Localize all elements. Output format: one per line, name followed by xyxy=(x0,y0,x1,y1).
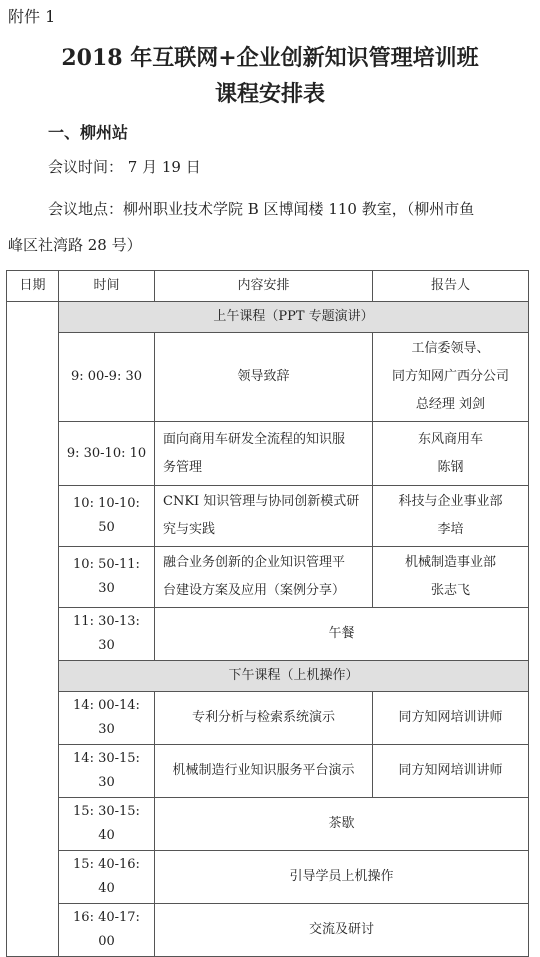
table-row xyxy=(7,608,529,661)
tea-break-cell: 茶歇 xyxy=(155,798,529,851)
table-row xyxy=(7,547,529,608)
meeting-place-line1: 会议地点：柳州职业技术学院 B 区博闻楼 110 教室，（柳州市鱼 xyxy=(48,200,475,218)
content-cell: 专利分析与检索系统演示 xyxy=(155,692,373,745)
meeting-place-line2: 峰区社湾路 28 号） xyxy=(8,236,142,254)
time-cell: 14: 00-14: 30 xyxy=(59,692,155,745)
content-cell: 领导致辞 xyxy=(155,333,373,422)
time-cell: 14: 30-15: 30 xyxy=(59,745,155,798)
content-line: 究与实践 xyxy=(163,522,216,537)
meeting-time: 会议时间： 7 月 19 日 xyxy=(48,158,201,176)
content-line: 务管理 xyxy=(163,459,203,475)
header-time: 时间 xyxy=(59,271,155,302)
speaker-line: 东风商用车 xyxy=(417,431,483,447)
time-cell: 15: 40-16: 40 xyxy=(59,851,155,904)
table-row xyxy=(7,333,529,422)
speaker-line: 同方知网广西分公司 xyxy=(391,369,509,384)
speaker-line: 张志飞 xyxy=(430,583,470,598)
header-content: 内容安排 xyxy=(155,271,373,302)
time-cell: 16: 40-17: 00 xyxy=(59,904,155,957)
speaker-line: 总经理 刘剑 xyxy=(415,397,486,412)
schedule-table xyxy=(6,270,529,957)
header-date: 日期 xyxy=(7,271,59,302)
time-cell: 9: 30-10: 10 xyxy=(59,422,155,486)
time-cell: 10: 10-10: 50 xyxy=(59,486,155,547)
time-cell: 15: 30-15: 40 xyxy=(59,798,155,851)
date-cell xyxy=(7,302,59,957)
speaker-cell: 同方知网培训讲师 xyxy=(373,692,529,745)
table-row xyxy=(7,661,529,692)
lunch-cell: 午餐 xyxy=(155,608,529,661)
document-title: 2018 年互联网+企业创新知识管理培训班 xyxy=(61,45,479,71)
speaker-line: 机械制造事业部 xyxy=(404,555,496,570)
content-cell xyxy=(155,486,373,547)
table-row xyxy=(7,904,529,957)
morning-session-label: 上午课程（PPT 专题演讲） xyxy=(59,302,529,333)
speaker-cell xyxy=(373,486,529,547)
table-row xyxy=(7,422,529,486)
table-header-row xyxy=(7,271,529,302)
speaker-cell: 同方知网培训讲师 xyxy=(373,745,529,798)
table-row xyxy=(7,302,529,333)
time-cell: 10: 50-11: 30 xyxy=(59,547,155,608)
section-heading: 一、柳州站 xyxy=(48,123,129,142)
content-cell xyxy=(155,422,373,486)
table-row xyxy=(7,745,529,798)
table-row xyxy=(7,692,529,745)
speaker-cell xyxy=(373,422,529,486)
time-cell: 9: 00-9: 30 xyxy=(59,333,155,422)
attachment-label: 附件 1 xyxy=(8,7,56,26)
speaker-line: 科技与企业事业部 xyxy=(398,494,503,509)
table-row xyxy=(7,798,529,851)
discussion-cell: 交流及研讨 xyxy=(155,904,529,957)
afternoon-session-label: 下午课程（上机操作） xyxy=(59,661,529,692)
content-line: CNKI 知识管理与协同创新模式研 xyxy=(163,494,360,509)
time-cell: 11: 30-13: 30 xyxy=(59,608,155,661)
content-line: 台建设方案及应用（案例分享） xyxy=(163,583,346,598)
speaker-line: 工信委领导、 xyxy=(411,341,490,356)
practice-cell: 引导学员上机操作 xyxy=(155,851,529,904)
content-cell xyxy=(155,547,373,608)
speaker-line: 陈钢 xyxy=(437,459,464,475)
document-subtitle: 课程安排表 xyxy=(214,81,325,107)
content-cell: 机械制造行业知识服务平台演示 xyxy=(155,745,373,798)
speaker-line: 李培 xyxy=(437,522,464,537)
header-speaker: 报告人 xyxy=(373,271,529,302)
speaker-cell xyxy=(373,333,529,422)
table-row xyxy=(7,486,529,547)
content-line: 面向商用车研发全流程的知识服 xyxy=(163,431,346,447)
table-row xyxy=(7,851,529,904)
speaker-cell xyxy=(373,547,529,608)
content-line: 融合业务创新的企业知识管理平 xyxy=(163,555,346,570)
